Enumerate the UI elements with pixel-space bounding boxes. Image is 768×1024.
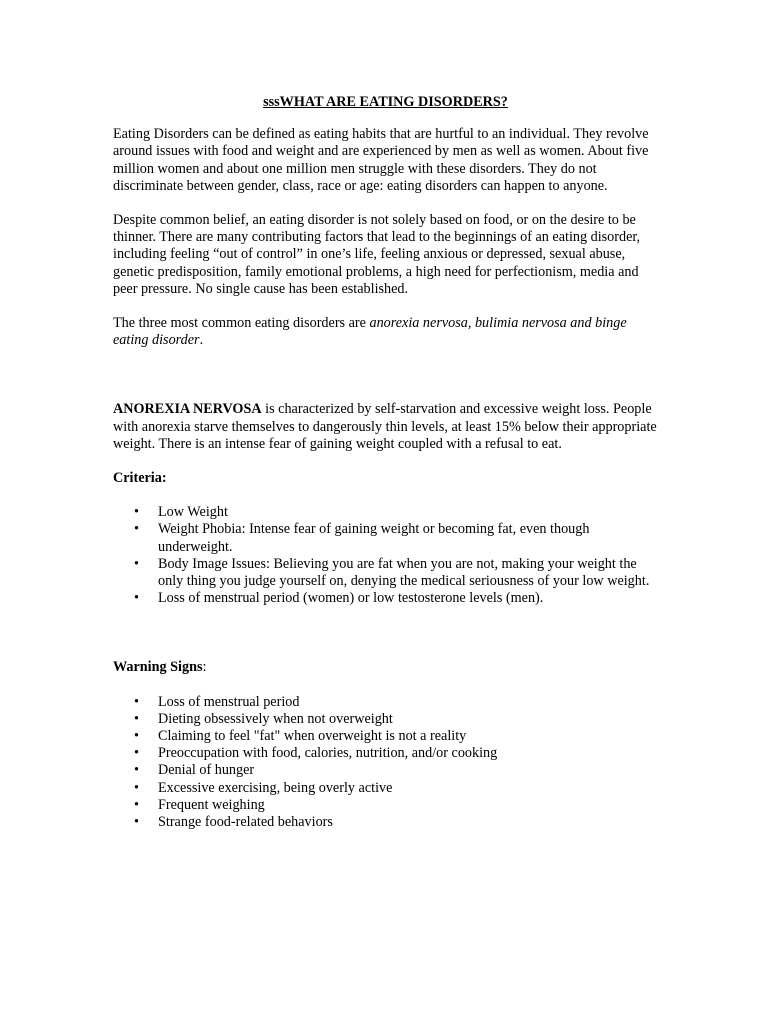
- criteria-item-text: Loss of menstrual period (women) or low testosterone levels (men).: [158, 590, 544, 607]
- list-item: [134, 745, 658, 762]
- warning-item-text: Frequent weighing: [158, 796, 265, 813]
- warning-item-text: Denial of hunger: [158, 762, 255, 779]
- criteria-item-text: Body Image Issues: Believing you are fat when you are not, making your weight the only thing you judge yourself on, denying the medical seriousness of your low weight.: [158, 555, 650, 590]
- anorexia-paragraph: [113, 401, 658, 453]
- intro-paragraph-2: Despite common belief, an eating disorder is not solely based on food, or on the desire to be thinner. There are many contributing factors that lead to the beginnings of an eating disorder, including feeling “out of control” in one’s life, feeling anxious or depressed, sexual abuse, genetic predisposition, family emotional problems, a high need for perfectionism, media and peer pressure. No single cause has been established.: [113, 212, 641, 297]
- bullet-icon: •: [134, 710, 139, 727]
- list-item: [134, 555, 658, 590]
- bullet-icon: •: [134, 745, 139, 762]
- intro-paragraph-3: [113, 315, 658, 349]
- warning-item-text: Loss of menstrual period: [158, 693, 300, 710]
- list-item: [134, 728, 658, 745]
- list-item: [134, 796, 658, 814]
- intro-paragraph-3-prefix: The three most common eating disorders are: [113, 315, 370, 332]
- list-item: [134, 814, 658, 831]
- anorexia-description: is characterized by self-starvation and excessive weight loss. People with anorexia starve themselves to dangerously thin levels, at least 15% below their appropriate weight. There is an intense fear of gaining weight coupled with a refusal to eat.: [113, 401, 657, 452]
- intro-paragraph-1: Eating Disorders can be defined as eating habits that are hurtful to an individual. They revolve around issues with food and weight and are experienced by men as well as women. About five million women and about one million men struggle with these disorders. They do not discriminate between gender, class, race or age: eating disorders can happen to anyone.: [113, 126, 649, 194]
- bullet-icon: •: [134, 814, 139, 831]
- intro-paragraph-3-suffix: .: [199, 332, 204, 349]
- warning-item-text: Strange food-related behaviors: [158, 814, 333, 831]
- anorexia-term: ANOREXIA NERVOSA: [113, 401, 262, 418]
- bullet-icon: •: [134, 693, 139, 710]
- warning-item-text: Preoccupation with food, calories, nutrition, and/or cooking: [158, 745, 498, 762]
- criteria-heading: Criteria:: [113, 470, 167, 487]
- criteria-list: [113, 504, 658, 607]
- list-item: [134, 590, 658, 607]
- warning-heading: [113, 659, 658, 676]
- criteria-item-text: Weight Phobia: Intense fear of gaining weight or becoming fat, even though underweight.: [158, 521, 590, 555]
- bullet-icon: •: [134, 796, 139, 813]
- warning-item-text: Claiming to feel "fat" when overweight is not a reality: [158, 728, 467, 745]
- warning-heading-label: Warning Signs: [113, 659, 203, 676]
- warning-item-text: Dieting obsessively when not overweight: [158, 710, 393, 727]
- bullet-icon: •: [134, 728, 139, 745]
- list-item: [134, 521, 658, 555]
- bullet-icon: •: [134, 762, 139, 779]
- disorder-names: anorexia nervosa, bulimia nervosa and binge eating disorder: [113, 315, 627, 349]
- document-page: [113, 94, 658, 831]
- bullet-icon: •: [134, 779, 139, 796]
- bullet-icon: •: [134, 590, 139, 607]
- list-item: [134, 779, 658, 797]
- bullet-icon: •: [134, 504, 139, 521]
- list-item: [134, 504, 658, 521]
- warning-item-text: Excessive exercising, being overly active: [158, 779, 393, 796]
- criteria-item-text: Low Weight: [158, 504, 228, 521]
- list-item: [134, 762, 658, 779]
- warning-heading-colon: :: [202, 659, 207, 676]
- document-title: sssWHAT ARE EATING DISORDERS?: [263, 94, 508, 110]
- list-item: [134, 710, 658, 728]
- warning-list: [113, 694, 658, 832]
- bullet-icon: •: [134, 521, 139, 538]
- list-item: [134, 693, 658, 711]
- bullet-icon: •: [134, 555, 139, 572]
